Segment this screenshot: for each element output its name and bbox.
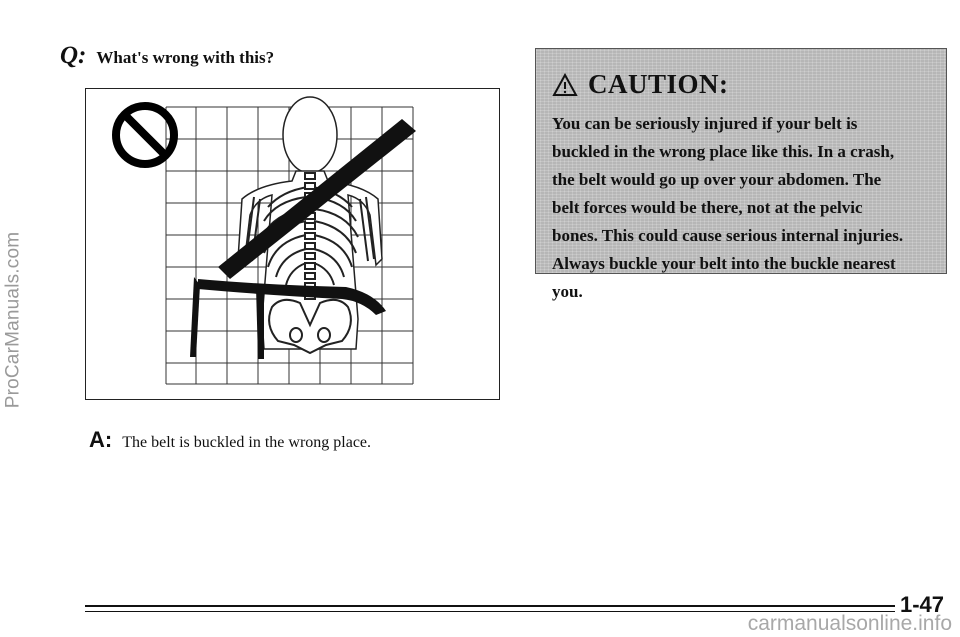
caution-title: CAUTION: xyxy=(588,69,729,99)
footer-rule xyxy=(85,605,895,607)
caution-line: the belt would go up over your abdomen. The xyxy=(552,170,882,189)
caution-line: buckled in the wrong place like this. In a crash, xyxy=(552,142,895,161)
no-symbol-icon xyxy=(116,106,174,164)
side-watermark-text: ProCarManuals.com xyxy=(2,231,24,409)
answer-text: The belt is buckled in the wrong place. xyxy=(122,434,372,451)
skeleton-drawing xyxy=(86,89,498,398)
buckle xyxy=(256,287,264,359)
question xyxy=(60,42,274,70)
caution-line: Always buckle your belt into the buckle nearest xyxy=(552,254,896,273)
question-text: What's wrong with this? xyxy=(96,48,275,67)
caution-line: You can be seriously injured if your belt is xyxy=(552,114,858,133)
caution-line: bones. This could cause serious internal injuries. xyxy=(552,226,904,245)
skeleton-illustration xyxy=(85,88,500,400)
answer-marker: A: xyxy=(89,427,113,452)
answer xyxy=(89,427,371,453)
side-watermark xyxy=(2,40,24,600)
belt-strap-left xyxy=(190,277,200,357)
caution-header xyxy=(552,69,932,100)
caution-line: you. xyxy=(552,282,583,301)
caution-text xyxy=(552,110,932,306)
warning-triangle-icon xyxy=(552,73,578,97)
page-number: 1-47 xyxy=(900,592,945,617)
bottom-watermark: carmanualsonline.info xyxy=(747,612,952,635)
caution-line: belt forces would be there, not at the pelvic xyxy=(552,198,863,217)
question-marker: Q: xyxy=(60,42,87,69)
caution-box xyxy=(535,48,947,301)
